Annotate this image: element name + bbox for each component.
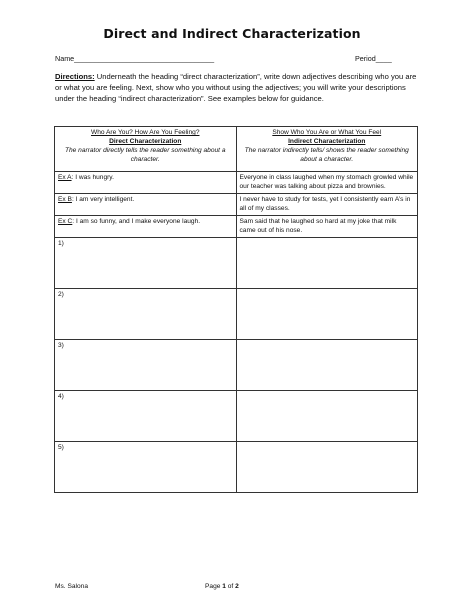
indirect-header-cell	[236, 127, 418, 172]
name-field[interactable]: Name___________________________________	[55, 54, 215, 63]
footer-teacher: Ms. Salona	[55, 583, 88, 590]
indirect-description: The narrator indirectly tells/ shows the reader something about a character.	[244, 147, 409, 163]
answer-3-direct[interactable]: 3)	[55, 340, 237, 391]
example-c-left: : I am so funny, and I make everyone laugh.	[72, 218, 201, 225]
answer-2-direct[interactable]: 2)	[55, 289, 237, 340]
example-row-b	[55, 194, 418, 216]
example-a-left: : I was hungry.	[71, 174, 114, 181]
answer-5-indirect[interactable]	[236, 442, 418, 493]
example-b-tag: Ex B	[58, 196, 72, 203]
direct-question: Who Are You? How Are You Feeling?	[90, 129, 200, 136]
answer-1-indirect[interactable]	[236, 238, 418, 289]
answer-row-4	[55, 391, 418, 442]
answer-4-direct[interactable]: 4)	[55, 391, 237, 442]
characterization-table	[54, 126, 418, 493]
example-row-a	[55, 172, 418, 194]
answer-row-5	[55, 442, 418, 493]
directions-label: Directions:	[55, 72, 95, 81]
answer-5-direct[interactable]: 5)	[55, 442, 237, 493]
page-total: 2	[235, 583, 239, 590]
example-b-left: : I am very intelligent.	[71, 196, 135, 203]
example-row-c	[55, 216, 418, 238]
direct-header-cell	[55, 127, 237, 172]
answer-row-2	[55, 289, 418, 340]
footer-page-number	[205, 583, 239, 590]
page-current: 1	[222, 583, 226, 590]
table-header-row	[55, 127, 418, 172]
page-prefix: Page	[205, 583, 223, 590]
directions-text: Underneath the heading “direct characterization”, write down adjectives describing who you are or what you are feeling. Next, show who you without using the adjectives; you will write your descriptions under the heading “indirect characterization”. See examples below for guidance.	[55, 72, 417, 103]
answer-row-3	[55, 340, 418, 391]
worksheet-title: Direct and Indirect Characterization	[103, 26, 361, 41]
example-b-indirect: I never have to study for tests, yet I consistently earn A’s in all of my classes.	[236, 194, 418, 216]
example-a-tag: Ex A	[58, 174, 72, 181]
answer-2-indirect[interactable]	[236, 289, 418, 340]
answer-1-direct[interactable]: 1)	[55, 238, 237, 289]
example-a-indirect: Everyone in class laughed when my stomach growled while our teacher was talking about pizza and brownies.	[236, 172, 418, 194]
example-c-tag: Ex C	[58, 218, 73, 225]
direct-description: The narrator directly tells the reader something about a character.	[64, 147, 226, 163]
page-mid: of	[225, 583, 236, 590]
direct-term: Direct Characterization	[109, 138, 182, 145]
answer-3-indirect[interactable]	[236, 340, 418, 391]
example-a-direct	[55, 172, 237, 194]
answer-4-indirect[interactable]	[236, 391, 418, 442]
example-c-indirect: Sam said that he laughed so hard at my joke that milk came out of his nose.	[236, 216, 418, 238]
directions-paragraph	[55, 71, 417, 104]
example-c-direct	[55, 216, 237, 238]
period-field[interactable]: Period____	[355, 54, 392, 63]
indirect-question: Show Who You Are or What You Feel	[272, 129, 382, 136]
example-b-direct	[55, 194, 237, 216]
answer-row-1	[55, 238, 418, 289]
indirect-term: Indirect Characterization	[288, 138, 366, 145]
